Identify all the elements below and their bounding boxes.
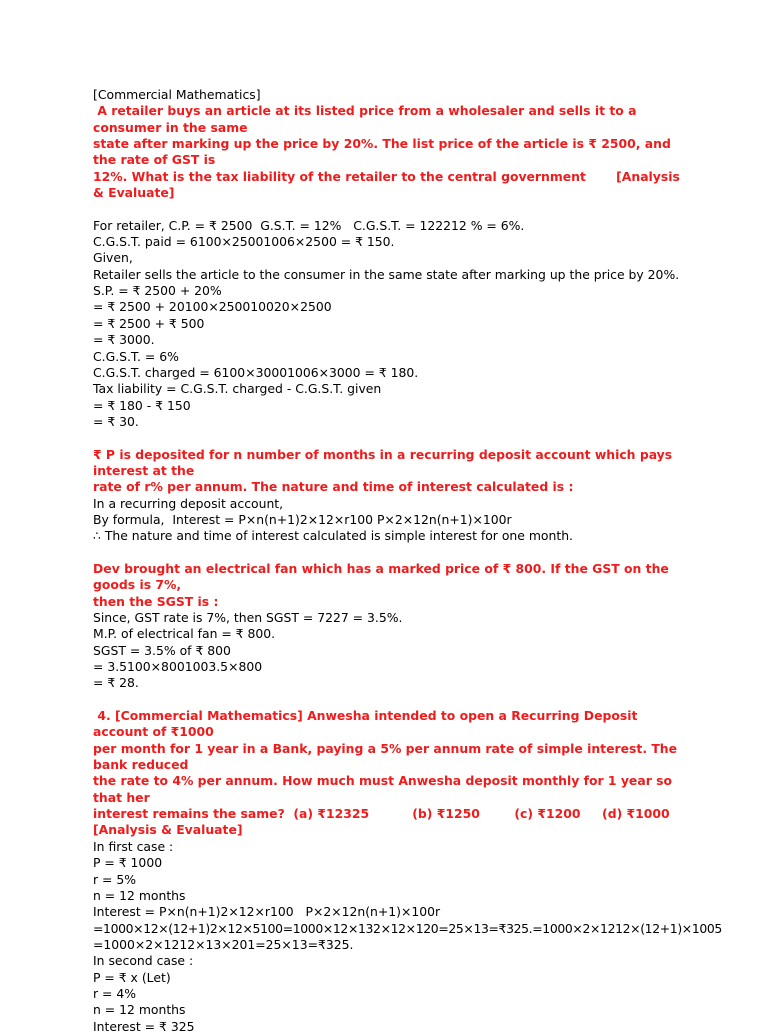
question-3 [93, 561, 693, 610]
solution-2-line: In a recurring deposit account, [93, 495, 284, 511]
solution-1-line: C.G.S.T. charged = 6100×30001006×3000 = ₹ 180. [93, 364, 419, 380]
solution-3-line: = 3.5100×8001003.5×800 [93, 659, 263, 675]
question-4-line: per month for 1 year in a Bank, paying a 5% per annum rate of simple interest. The bank reduced [93, 740, 682, 773]
question-2 [93, 447, 693, 496]
solution-4-line: P = ₹ x (Let) [93, 969, 171, 985]
solution-2 [93, 496, 693, 545]
solution-1 [93, 218, 693, 430]
solution-1-line: Retailer sells the article to the consumer in the same state after marking up the price by 20%. [93, 266, 680, 282]
solution-4-line: P = ₹ 1000 [93, 855, 163, 871]
solution-2-line: By formula, Interest = P×n(n+1)2×12×r100 P×2×12n(n+1)×100r [93, 511, 512, 527]
solution-4-line: r = 4% [93, 985, 137, 1001]
question-2-line: rate of r% per annum. The nature and time of interest calculated is : [93, 479, 574, 495]
document-page [93, 87, 722, 1035]
solution-4-line: In first case : [93, 838, 174, 854]
solution-1-line: Given, [93, 250, 133, 266]
solution-1-line: Tax liability = C.G.S.T. charged - C.G.S.T. given [93, 381, 382, 397]
solution-4 [93, 838, 722, 1035]
solution-3-line: Since, GST rate is 7%, then SGST = 7227 = 3.5%. [93, 610, 403, 625]
question-4-line: interest remains the same? (a) ₹12325 (b) ₹1250 (c) ₹1200 (d) ₹1000 [93, 806, 670, 822]
solution-3-line: SGST = 3.5% of ₹ 800 [93, 642, 231, 658]
solution-1-line: = ₹ 180 - ₹ 150 [93, 397, 191, 413]
question-3-line: Dev brought an electrical fan which has a marked price of ₹ 800. If the GST on the goods is 7%, [93, 560, 674, 593]
solution-1-line: = ₹ 30. [93, 413, 139, 429]
question-1-line: A retailer buys an article at its listed price from a wholesaler and sells it to a consumer in the same [93, 103, 641, 135]
question-4-line: [Analysis & Evaluate] [93, 822, 243, 838]
solution-1-line: S.P. = ₹ 2500 + 20% [93, 283, 222, 299]
solution-4-line: r = 5% [93, 871, 137, 887]
solution-4-line: Interest = ₹ 325 [93, 1018, 195, 1034]
question-4-line: 4. [Commercial Mathematics] Anwesha intended to open a Recurring Deposit account of ₹1000 [93, 708, 642, 740]
solution-2-line: ∴ The nature and time of interest calculated is simple interest for one month. [93, 528, 573, 544]
question-4-line: the rate to 4% per annum. How much must Anwesha deposit monthly for 1 year so that her [93, 773, 677, 805]
solution-3-line: M.P. of electrical fan = ₹ 800. [93, 626, 276, 642]
solution-3 [93, 610, 693, 692]
question-1-line: state after marking up the price by 20%. The list price of the article is ₹ 2500, and the rate of GST is [93, 136, 676, 168]
solution-4-line: Interest = P×n(n+1)2×12×r100 P×2×12n(n+1)×100r [93, 904, 441, 920]
solution-4-line: =1000×2×1212×13×201=25×13=₹325. [93, 936, 354, 952]
solution-4-line: n = 12 months [93, 1002, 186, 1018]
solution-4-line: n = 12 months [93, 887, 186, 903]
solution-4-line: In second case : [93, 953, 194, 969]
question-4 [93, 708, 693, 839]
question-3-line: then the SGST is : [93, 593, 219, 609]
solution-1-line: = ₹ 2500 + ₹ 500 [93, 315, 205, 331]
solution-1-line: C.G.S.T. paid = 6100×25001006×2500 = ₹ 150. [93, 234, 395, 250]
solution-3-line: = ₹ 28. [93, 675, 139, 691]
question-2-line: ₹ P is deposited for n number of months in a recurring deposit account which pays interest at the [93, 446, 677, 478]
solution-4-line: =1000×12×(12+1)2×12×5100=1000×12×132×12×120=25×13=₹325.=1000×2×1212×(12+1)×1005 [93, 920, 722, 936]
solution-1-line: For retailer, C.P. = ₹ 2500 G.S.T. = 12% C.G.S.T. = 122212 % = 6%. [93, 217, 525, 233]
solution-1-line: = ₹ 2500 + 20100×250010020×2500 [93, 299, 332, 315]
section-title: [Commercial Mathematics] [93, 87, 261, 102]
solution-1-line: = ₹ 3000. [93, 332, 155, 348]
question-1-line: 12%. What is the tax liability of the retailer to the central government [Analysis & Evaluate] [93, 168, 685, 201]
question-1 [93, 103, 693, 201]
solution-1-line: C.G.S.T. = 6% [93, 348, 179, 364]
